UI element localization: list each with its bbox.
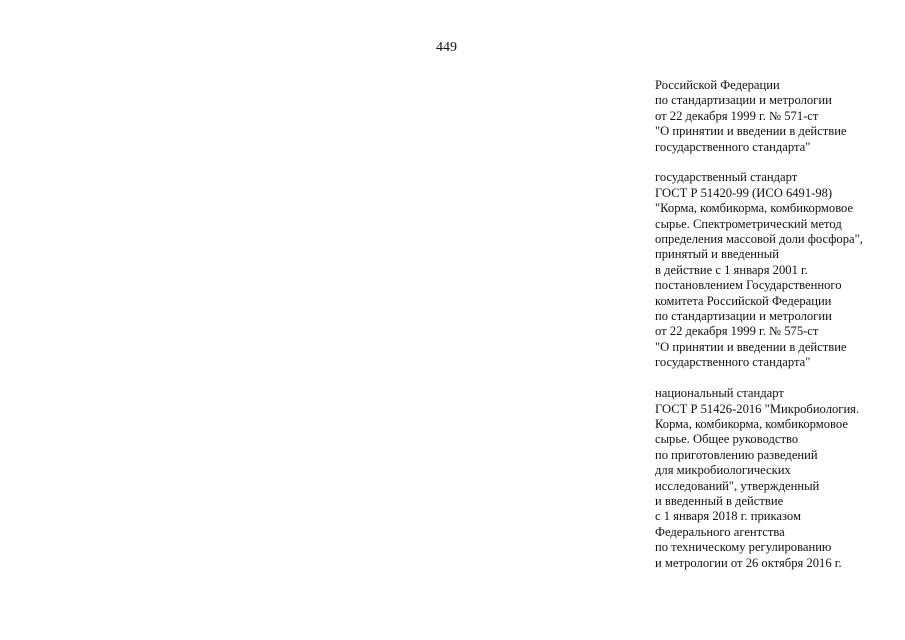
text-line: Федерального агентства	[655, 524, 785, 539]
text-line: сырье. Общее руководство	[655, 432, 799, 447]
text-column	[655, 78, 903, 586]
text-line: государственного стандарта"	[655, 355, 811, 370]
text-line: ГОСТ Р 51420-99 (ИСО 6491-98)	[655, 185, 833, 200]
text-line: по стандартизации и метрологии	[655, 93, 832, 108]
text-line: от 22 декабря 1999 г. № 575-ст	[655, 324, 819, 339]
text-line: от 22 декабря 1999 г. № 571-ст	[655, 108, 819, 123]
text-line: "Корма, комбикорма, комбикормовое	[655, 201, 854, 216]
text-block-2	[655, 170, 903, 370]
page-number: 449	[436, 40, 457, 55]
text-line: национальный стандарт	[655, 386, 784, 401]
text-line: постановлением Государственного	[655, 278, 842, 293]
text-line: по приготовлению разведений	[655, 447, 818, 462]
text-line: в действие с 1 января 2001 г.	[655, 262, 808, 277]
text-line: ГОСТ Р 51426-2016 "Микробиология.	[655, 401, 860, 416]
text-line: и метрологии от 26 октября 2016 г.	[655, 555, 842, 570]
text-line: комитета Российской Федерации	[655, 293, 832, 308]
text-line: "О принятии и введении в действие	[655, 124, 847, 139]
text-block-1	[655, 78, 903, 155]
text-line: сырье. Спектрометрический метод	[655, 216, 842, 231]
text-line: "О принятии и введении в действие	[655, 339, 847, 354]
text-line: для микробиологических	[655, 463, 791, 478]
text-line: Корма, комбикорма, комбикормовое	[655, 416, 848, 431]
text-line: определения массовой доли фосфора",	[655, 232, 863, 247]
text-line: Российской Федерации	[655, 78, 780, 92]
text-line: исследований", утвержденный	[655, 478, 820, 493]
text-line: и введенный в действие	[655, 493, 784, 508]
text-block-3	[655, 386, 903, 571]
text-line: по стандартизации и метрологии	[655, 309, 832, 324]
text-line: государственный стандарт	[655, 170, 798, 185]
text-line: с 1 января 2018 г. приказом	[655, 509, 801, 524]
text-line: принятый и введенный	[655, 247, 779, 262]
text-line: по техническому регулированию	[655, 540, 832, 555]
text-line: государственного стандарта"	[655, 139, 811, 154]
